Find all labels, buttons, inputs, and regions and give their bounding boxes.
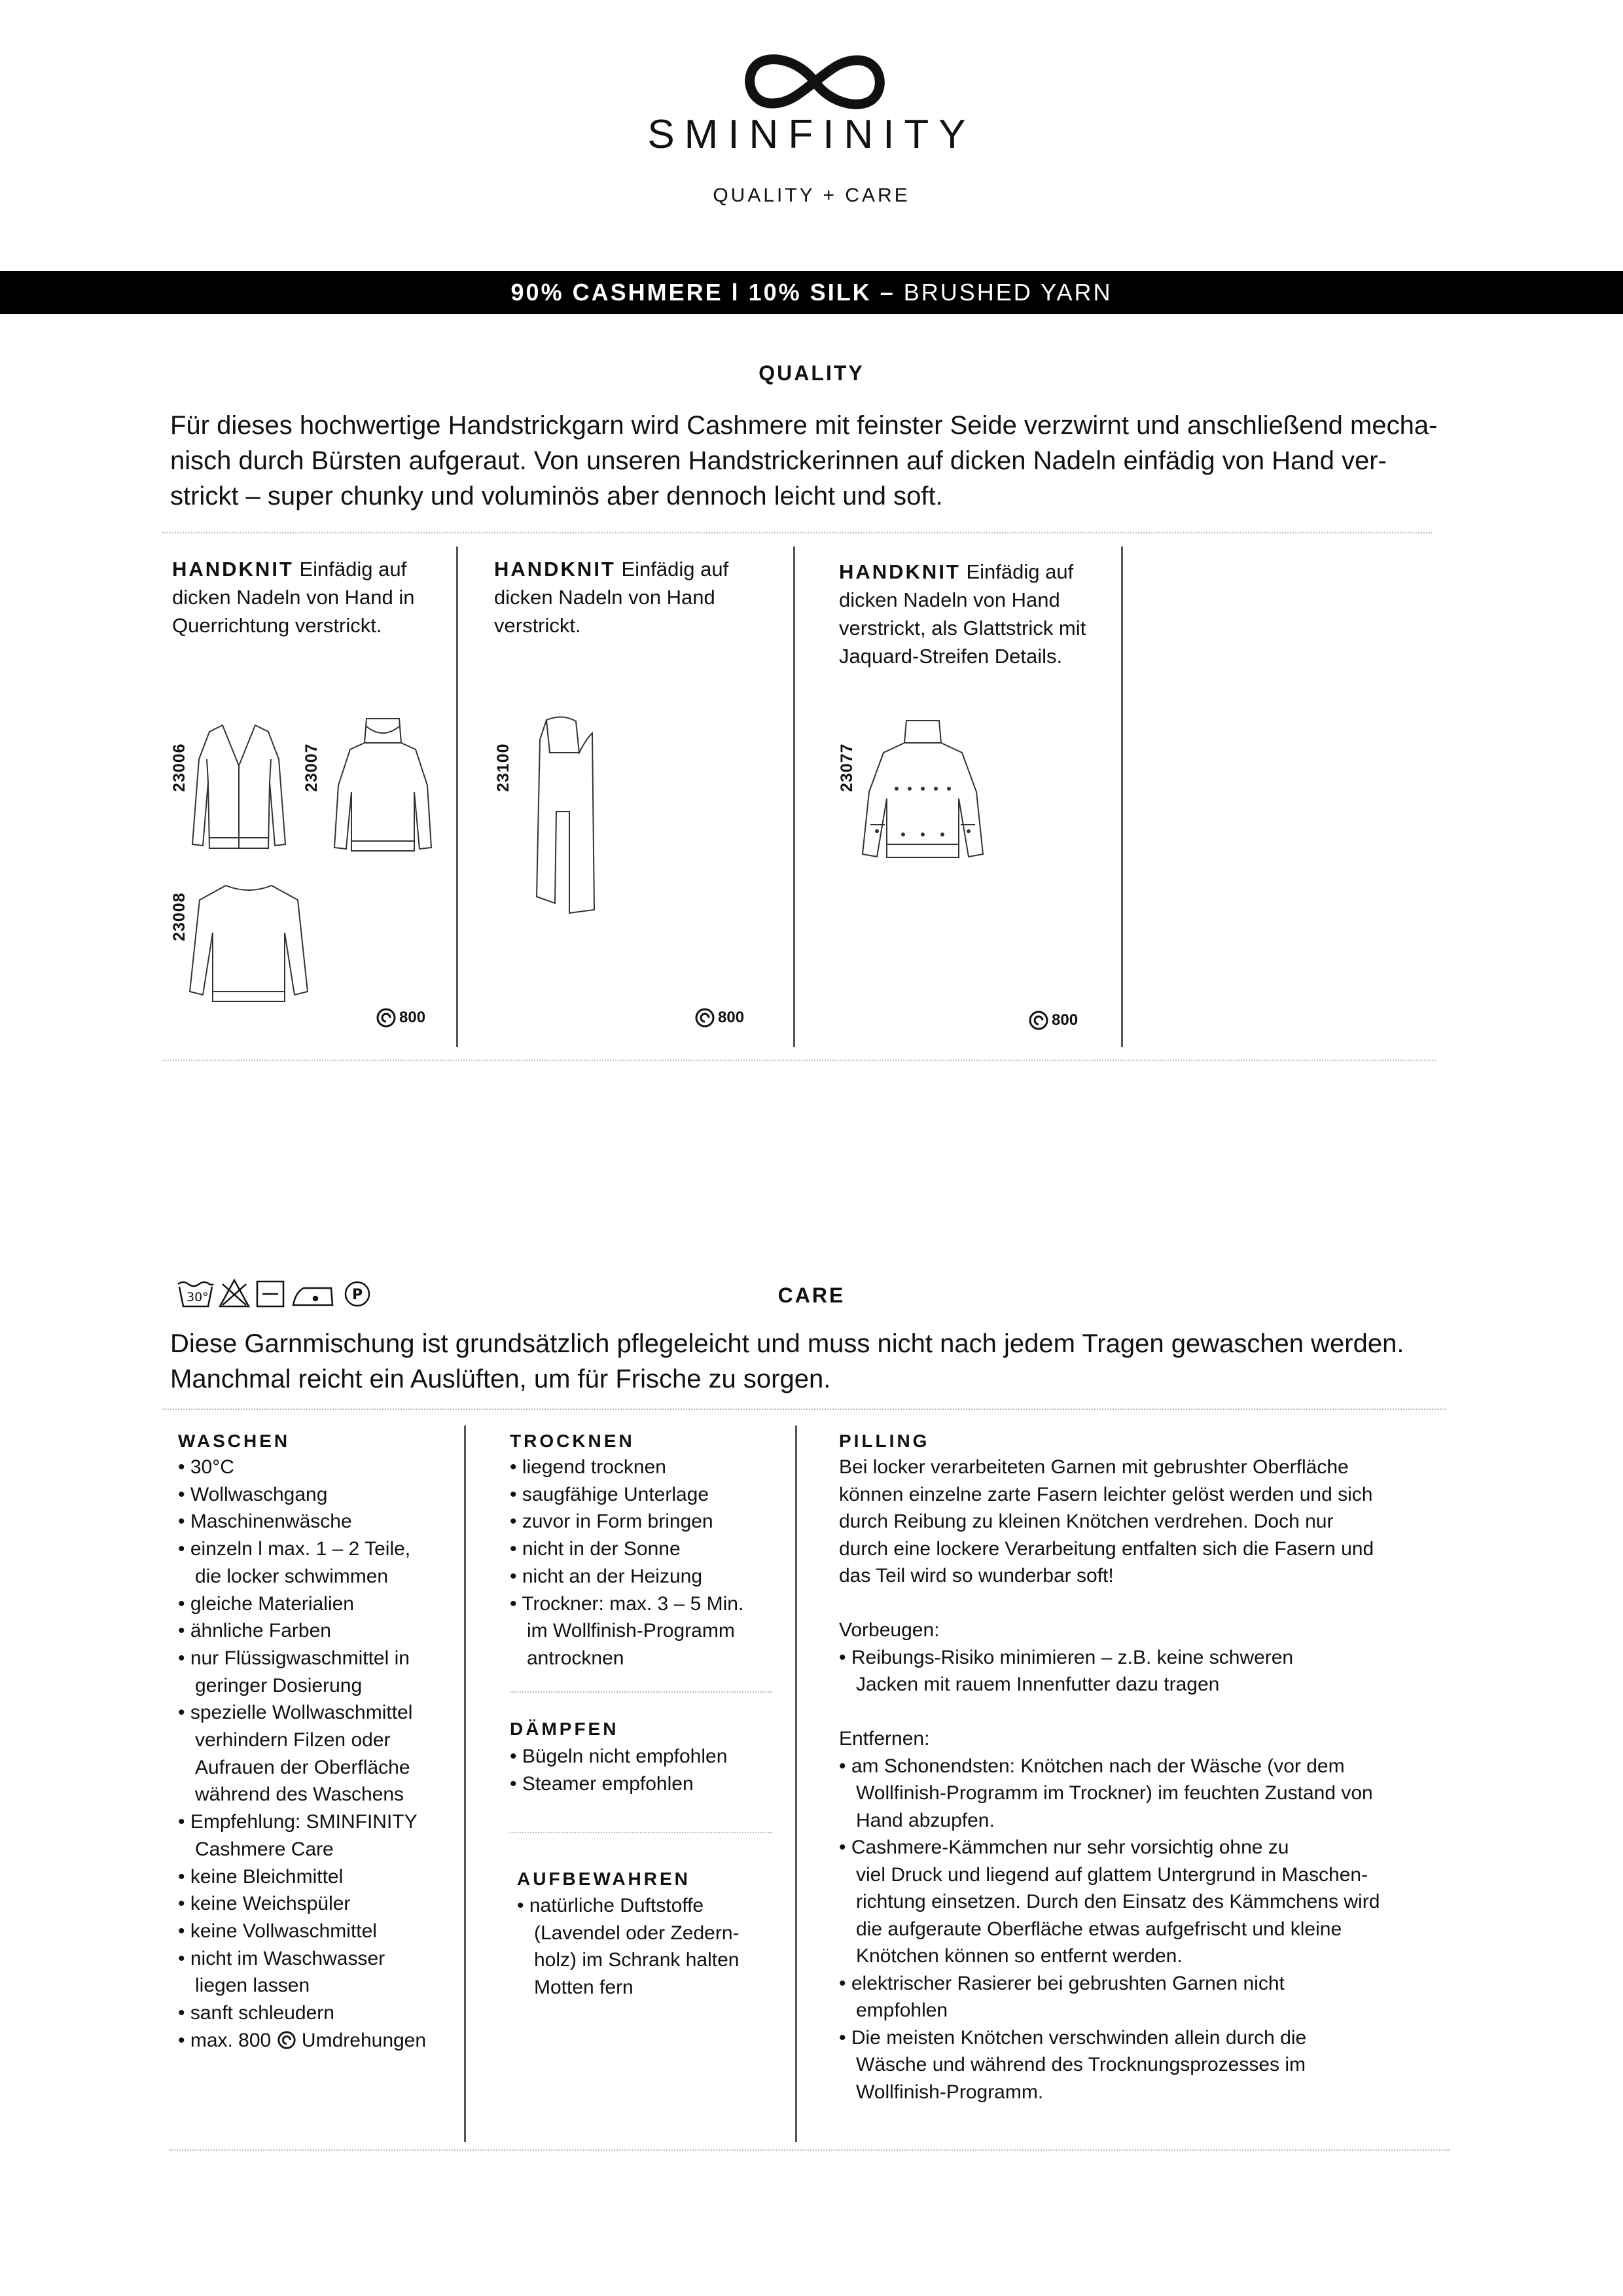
- cardigan-sketch: [190, 720, 288, 857]
- banner-silk: 10% SILK: [748, 279, 872, 306]
- spin-text: Umdrehungen: [296, 2029, 427, 2051]
- spin-icon: [1028, 1010, 1049, 1031]
- spin-speed: [1028, 1010, 1078, 1031]
- pilling-line: • Reibungs-Risiko minimieren – z.B. keine schweren: [839, 1646, 1294, 1668]
- product-text: Einfädig auf: [960, 560, 1074, 583]
- product-text: verstrickt, als Glattstrick mit: [839, 617, 1086, 639]
- care-line: Manchmal reicht ein Auslüften, um für Frische zu sorgen.: [170, 1365, 831, 1393]
- pilling-title: PILLING: [839, 1431, 930, 1451]
- spin-value: 800: [1052, 1011, 1079, 1029]
- list-item: • Wollwaschgang: [178, 1483, 328, 1505]
- waschen-title: WASCHEN: [178, 1431, 291, 1451]
- spin-speed: [376, 1007, 425, 1028]
- product-text: dicken Nadeln von Hand: [839, 588, 1060, 611]
- banner-separator: l: [722, 279, 749, 306]
- trocknen-title: TROCKNEN: [510, 1431, 635, 1451]
- list-item: • spezielle Wollwaschmittel: [178, 1702, 413, 1724]
- divider: [510, 1832, 772, 1833]
- column-divider: [795, 1426, 797, 2142]
- sweater-sketch: [187, 880, 311, 1011]
- aufbewahren-list: [517, 1892, 792, 2001]
- pilling-line: Wäsche und während des Trocknungsprozesses im: [856, 2054, 1306, 2075]
- list-item: • keine Weichspüler: [178, 1893, 351, 1915]
- list-item: [178, 2027, 453, 2054]
- list-item: die locker schwimmen: [195, 1565, 389, 1587]
- article-code: 23077: [838, 743, 856, 792]
- product-text: Einfädig auf: [615, 558, 729, 581]
- entfernen-title: Entfernen:: [839, 1728, 930, 1749]
- list-item: geringer Dosierung: [195, 1674, 363, 1696]
- article-code: 23008: [170, 892, 188, 941]
- pilling-line: empfohlen: [856, 2000, 948, 2021]
- product-text: dicken Nadeln von Hand in: [172, 586, 415, 609]
- banner-dash: –: [871, 279, 904, 306]
- column-divider: [1121, 547, 1123, 1047]
- list-item: • einzeln l max. 1 – 2 Teile,: [178, 1538, 411, 1560]
- list-item: • liegend trocknen: [510, 1456, 666, 1478]
- list-item: • natürliche Duftstoffe: [517, 1895, 704, 1916]
- list-item: holz) im Schrank halten: [534, 1949, 740, 1971]
- list-item: • nur Flüssigwaschmittel in: [178, 1647, 410, 1669]
- care-line: Diese Garnmischung ist grundsätzlich pflegeleicht und muss nicht nach jedem Tragen gewaschen werden.: [170, 1329, 1404, 1358]
- list-item: • Empfehlung: SMINFINITY: [178, 1811, 418, 1833]
- pilling-line: durch Reibung zu kleinen Knötchen verdrehen. Doch nur: [839, 1511, 1334, 1532]
- waschen-list: [178, 1454, 453, 2054]
- trocknen-list: [510, 1454, 785, 1672]
- list-item: liegen lassen: [195, 1975, 310, 1997]
- daempfen-list: [510, 1743, 785, 1797]
- svg-text:P: P: [352, 1287, 363, 1303]
- pilling-line: richtung einsetzen. Durch den Einsatz des Kämmchens wird: [856, 1891, 1380, 1912]
- product-description-3: [839, 558, 1086, 670]
- list-item: Motten fern: [534, 1977, 633, 1999]
- svg-text:30°: 30°: [187, 1290, 209, 1304]
- spin-text: • max. 800: [178, 2029, 272, 2051]
- quality-title: QUALITY: [758, 361, 865, 385]
- jacquard-sweater-sketch: [857, 717, 988, 867]
- aufbewahren-title: AUFBEWAHREN: [517, 1869, 690, 1889]
- product-label: HANDKNIT: [839, 560, 961, 583]
- infinity-logo-icon: [736, 46, 893, 118]
- spin-value: 800: [718, 1009, 745, 1026]
- list-item: • nicht in der Sonne: [510, 1538, 681, 1560]
- pilling-line: können einzelne zarte Fasern leichter gelöst werden und sich: [839, 1483, 1373, 1505]
- pilling-line: • Cashmere-Kämmchen nur sehr vorsichtig ohne zu: [839, 1837, 1289, 1858]
- product-text: Jaquard-Streifen Details.: [839, 645, 1063, 668]
- spin-icon: [694, 1007, 715, 1028]
- pilling-line: Bei locker verarbeiteten Garnen mit gebrushter Oberfläche: [839, 1456, 1349, 1478]
- product-text: Einfädig auf: [293, 558, 407, 581]
- care-title: CARE: [777, 1283, 846, 1307]
- list-item: verhindern Filzen oder: [195, 1729, 391, 1751]
- list-item: • Steamer empfohlen: [510, 1772, 694, 1795]
- product-description-1: [172, 555, 415, 639]
- list-item: • 30°C: [178, 1456, 234, 1478]
- pilling-line: Hand abzupfen.: [856, 1809, 995, 1831]
- pilling-line: Jacken mit rauem Innenfutter dazu tragen: [856, 1674, 1220, 1695]
- list-item: Aufrauen der Oberfläche: [195, 1756, 410, 1778]
- pilling-line: Knötchen können so entfernt werden.: [856, 1945, 1183, 1967]
- quality-line: strickt – super chunky und voluminös aber dennoch leicht und soft.: [170, 482, 943, 511]
- list-item: im Wollfinish-Programm: [527, 1620, 735, 1642]
- product-text: Querrichtung verstrickt.: [172, 614, 382, 637]
- pilling-line: durch eine lockere Verarbeitung entfalten sich die Fasern und: [839, 1537, 1374, 1560]
- banner-cashmere: 90% CASHMERE: [510, 279, 723, 306]
- list-item: • gleiche Materialien: [178, 1592, 354, 1615]
- list-item: • Bügeln nicht empfohlen: [510, 1746, 728, 1767]
- material-banner: [0, 271, 1623, 314]
- divider: [510, 1691, 772, 1693]
- scarf-sketch: [524, 713, 609, 916]
- pilling-line: das Teil wird so wunderbar soft!: [839, 1565, 1114, 1587]
- daempfen-title: DÄMPFEN: [510, 1719, 619, 1739]
- divider: [162, 1408, 1446, 1410]
- spin-icon: [376, 1007, 397, 1028]
- column-divider: [456, 547, 458, 1047]
- brand-tagline: QUALITY + CARE: [713, 185, 910, 206]
- article-code: 23100: [494, 743, 512, 792]
- pilling-line: viel Druck und liegend auf glattem Untergrund in Maschen-: [856, 1863, 1368, 1886]
- pilling-line: Wollfinish-Programm im Trockner) im feuchten Zustand von: [856, 1782, 1373, 1804]
- product-text: verstrickt.: [494, 614, 581, 637]
- divider: [162, 1060, 1436, 1061]
- list-item: • Maschinenwäsche: [178, 1511, 352, 1533]
- list-item: • nicht an der Heizung: [510, 1565, 703, 1587]
- banner-yarn: BRUSHED YARN: [903, 279, 1113, 306]
- spin-icon: [277, 2030, 296, 2050]
- product-label: HANDKNIT: [494, 558, 616, 581]
- quality-text: [170, 408, 1453, 514]
- list-item: Cashmere Care: [195, 1838, 334, 1860]
- list-item: • Trockner: max. 3 – 5 Min.: [510, 1592, 744, 1615]
- quality-line: Für dieses hochwertige Handstrickgarn wird Cashmere mit feinster Seide verzwirnt und anschließend mecha-: [170, 411, 1438, 440]
- list-item: • sanft schleudern: [178, 2002, 334, 2024]
- divider: [162, 532, 1432, 533]
- product-label: HANDKNIT: [172, 558, 294, 581]
- quality-line: nisch durch Bürsten aufgeraut. Von unseren Handstrickerinnen auf dicken Nadeln einfädig von Hand ver-: [170, 446, 1387, 475]
- list-item: • nicht im Waschwasser: [178, 1947, 385, 1969]
- column-divider: [464, 1426, 466, 2142]
- vorbeugen-title: Vorbeugen:: [839, 1619, 940, 1641]
- pilling-line: • elektrischer Rasierer bei gebrushten Garnen nicht: [839, 1972, 1285, 1994]
- turtleneck-sketch: [330, 713, 435, 861]
- product-text: dicken Nadeln von Hand: [494, 586, 715, 609]
- brand-name: SMINFINITY: [647, 112, 976, 157]
- article-code: 23006: [170, 743, 188, 792]
- article-code: 23007: [302, 743, 321, 792]
- product-description-2: [494, 555, 728, 639]
- list-item: während des Waschens: [195, 1784, 404, 1806]
- list-item: • keine Vollwaschmittel: [178, 1920, 377, 1942]
- list-item: • zuvor in Form bringen: [510, 1511, 713, 1533]
- divider: [169, 2149, 1450, 2151]
- list-item: • saugfähige Unterlage: [510, 1483, 709, 1505]
- list-item: • keine Bleichmittel: [178, 1865, 344, 1888]
- pilling-line: Wollfinish-Programm.: [856, 2081, 1044, 2103]
- list-item: • ähnliche Farben: [178, 1620, 331, 1642]
- pilling-line: die aufgeraute Oberfläche etwas aufgefrischt und kleine: [856, 1918, 1342, 1940]
- care-text: [170, 1326, 1453, 1397]
- list-item: antrocknen: [527, 1647, 624, 1669]
- spin-speed: [694, 1007, 744, 1028]
- pilling-line: • am Schonendsten: Knötchen nach der Wäsche (vor dem: [839, 1755, 1345, 1777]
- pilling-line: • Die meisten Knötchen verschwinden allein durch die: [839, 2026, 1307, 2049]
- spin-value: 800: [399, 1009, 426, 1026]
- list-item: (Lavendel oder Zedern-: [534, 1922, 740, 1944]
- column-divider: [793, 547, 795, 1047]
- pilling-text: [839, 1454, 1441, 2106]
